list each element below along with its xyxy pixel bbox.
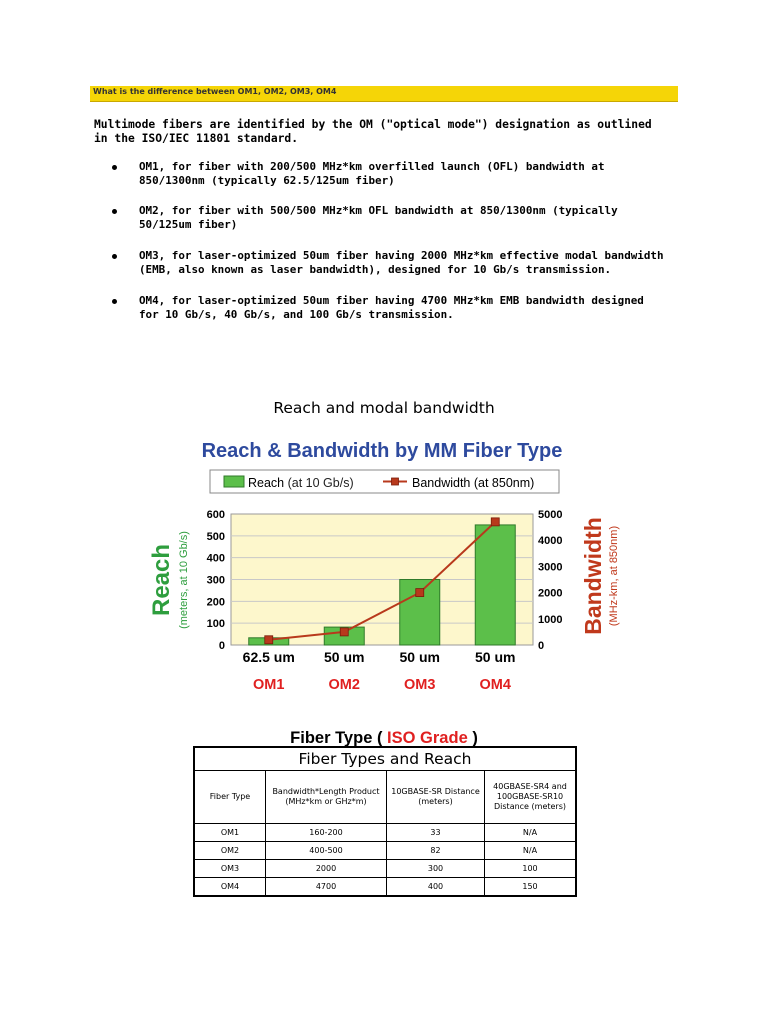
x-category-label: 62.5 um [242,649,295,665]
intro-paragraph: Multimode fibers are identified by the OM ("optical mode") designation as outlined in the ISO/IEC 11801 standard. [94,118,652,145]
table-header-row [194,771,576,824]
y2-tick-label: 1000 [538,613,563,626]
y-tick-label: 100 [206,618,225,631]
table-cell: 2000 [266,860,387,878]
y-tick-label: 200 [206,596,225,609]
y2-tick-label: 5000 [538,509,563,521]
table-cell: 400 [387,878,485,897]
table-cell: 4700 [266,878,387,897]
y2-axis-title: Bandwidth [580,517,606,635]
x-grade-label: OM2 [328,677,360,693]
fiber-types-table [193,746,577,897]
y2-tick-label: 0 [538,640,545,652]
y-tick-label: 500 [206,530,225,543]
bullet-dot [112,165,117,170]
chart-title: Reach & Bandwidth by MM Fiber Type [201,440,563,462]
y2-tick-label: 3000 [538,561,563,574]
bullet-dot [112,299,117,304]
bullet-dot [112,254,117,259]
bandwidth-marker [265,636,273,644]
bullet-dot [112,209,117,214]
om-bullet-list [94,160,664,322]
table-cell: OM4 [194,878,266,897]
y-axis-title: Reach [148,543,175,617]
bandwidth-marker [491,518,499,526]
x-grade-label: OM1 [253,677,285,693]
y2-tick-label: 4000 [538,535,563,548]
y2-tick-label: 2000 [538,587,563,600]
legend-bandwidth-label: Bandwidth (at 850nm) [412,476,535,490]
header-10gbase-sr: 10GBASE-SR Distance (meters) [387,771,485,824]
y-tick-label: 600 [206,509,225,521]
section-caption: Reach and modal bandwidth [273,399,495,417]
table-cell: 300 [387,860,485,878]
reach-bandwidth-chart [140,433,620,703]
reach-bar [475,525,515,645]
table-cell: 82 [387,842,485,860]
y-tick-label: 400 [206,552,225,565]
header-40gbase-100gbase: 40GBASE-SR4 and 100GBASE-SR10 Distance (meters) [485,771,577,824]
table-row [194,842,576,860]
y-tick-label: 0 [218,640,225,652]
x-category-label: 50 um [475,649,516,665]
header-fiber-type: Fiber Type [194,771,266,824]
bullet-om3 [94,249,664,277]
table-row [194,824,576,842]
table-cell: N/A [485,824,577,842]
bullet-om1-text: OM1, for fiber with 200/500 MHz*km overfilled launch (OFL) bandwidth at 850/1300nm (typically 62.5/125um fiber) [139,160,605,187]
legend-reach-swatch [224,476,244,487]
header-bandwidth-length: Bandwidth*Length Product (MHz*km or GHz*m) [266,771,387,824]
x-grade-label: OM4 [479,677,511,693]
bullet-om4-text: OM4, for laser-optimized 50um fiber having 4700 MHz*km EMB bandwidth designed for 10 Gb/s, 40 Gb/s, and 100 Gb/s transmission. [139,294,644,321]
table-caption: Fiber Types and Reach [194,747,576,771]
x-category-label: 50 um [324,649,365,665]
bandwidth-marker [416,589,424,597]
bullet-om1 [94,160,664,188]
table-cell: N/A [485,842,577,860]
bullet-om3-text: OM3, for laser-optimized 50um fiber having 2000 MHz*km effective modal bandwidth (EMB, also known as laser bandwidth), designed for 10 Gb/s transmission. [139,249,664,276]
table-row [194,878,576,897]
y-axis-subtitle: (meters, at 10 Gb/s) [178,531,190,629]
table-heading-suffix: ) [472,729,478,747]
bullet-om4 [94,294,664,322]
title-bar [90,86,678,102]
table-cell: 400-500 [266,842,387,860]
legend-bandwidth-marker [392,478,399,485]
table-cell: 150 [485,878,577,897]
table-cell: OM3 [194,860,266,878]
table-cell: 33 [387,824,485,842]
table-cell: OM2 [194,842,266,860]
y2-axis-subtitle: (MHz-km, at 850nm) [608,525,620,627]
bullet-om2-text: OM2, for fiber with 500/500 MHz*km OFL bandwidth at 850/1300nm (typically 50/125um fiber) [139,204,618,231]
table-heading-prefix: Fiber Type ( [290,729,383,747]
bullet-om2 [94,204,664,232]
y-tick-label: 300 [206,574,225,587]
table-heading-grade: ISO Grade [387,729,468,747]
legend-reach-label: Reach (at 10 Gb/s) [248,476,354,490]
x-grade-label: OM3 [404,677,436,693]
table-cell: OM1 [194,824,266,842]
table-cell: 100 [485,860,577,878]
table-row [194,860,576,878]
table-cell: 160-200 [266,824,387,842]
x-category-label: 50 um [399,649,440,665]
bandwidth-marker [340,628,348,636]
title-text: What is the difference between OM1, OM2, OM3, OM4 [93,87,337,96]
